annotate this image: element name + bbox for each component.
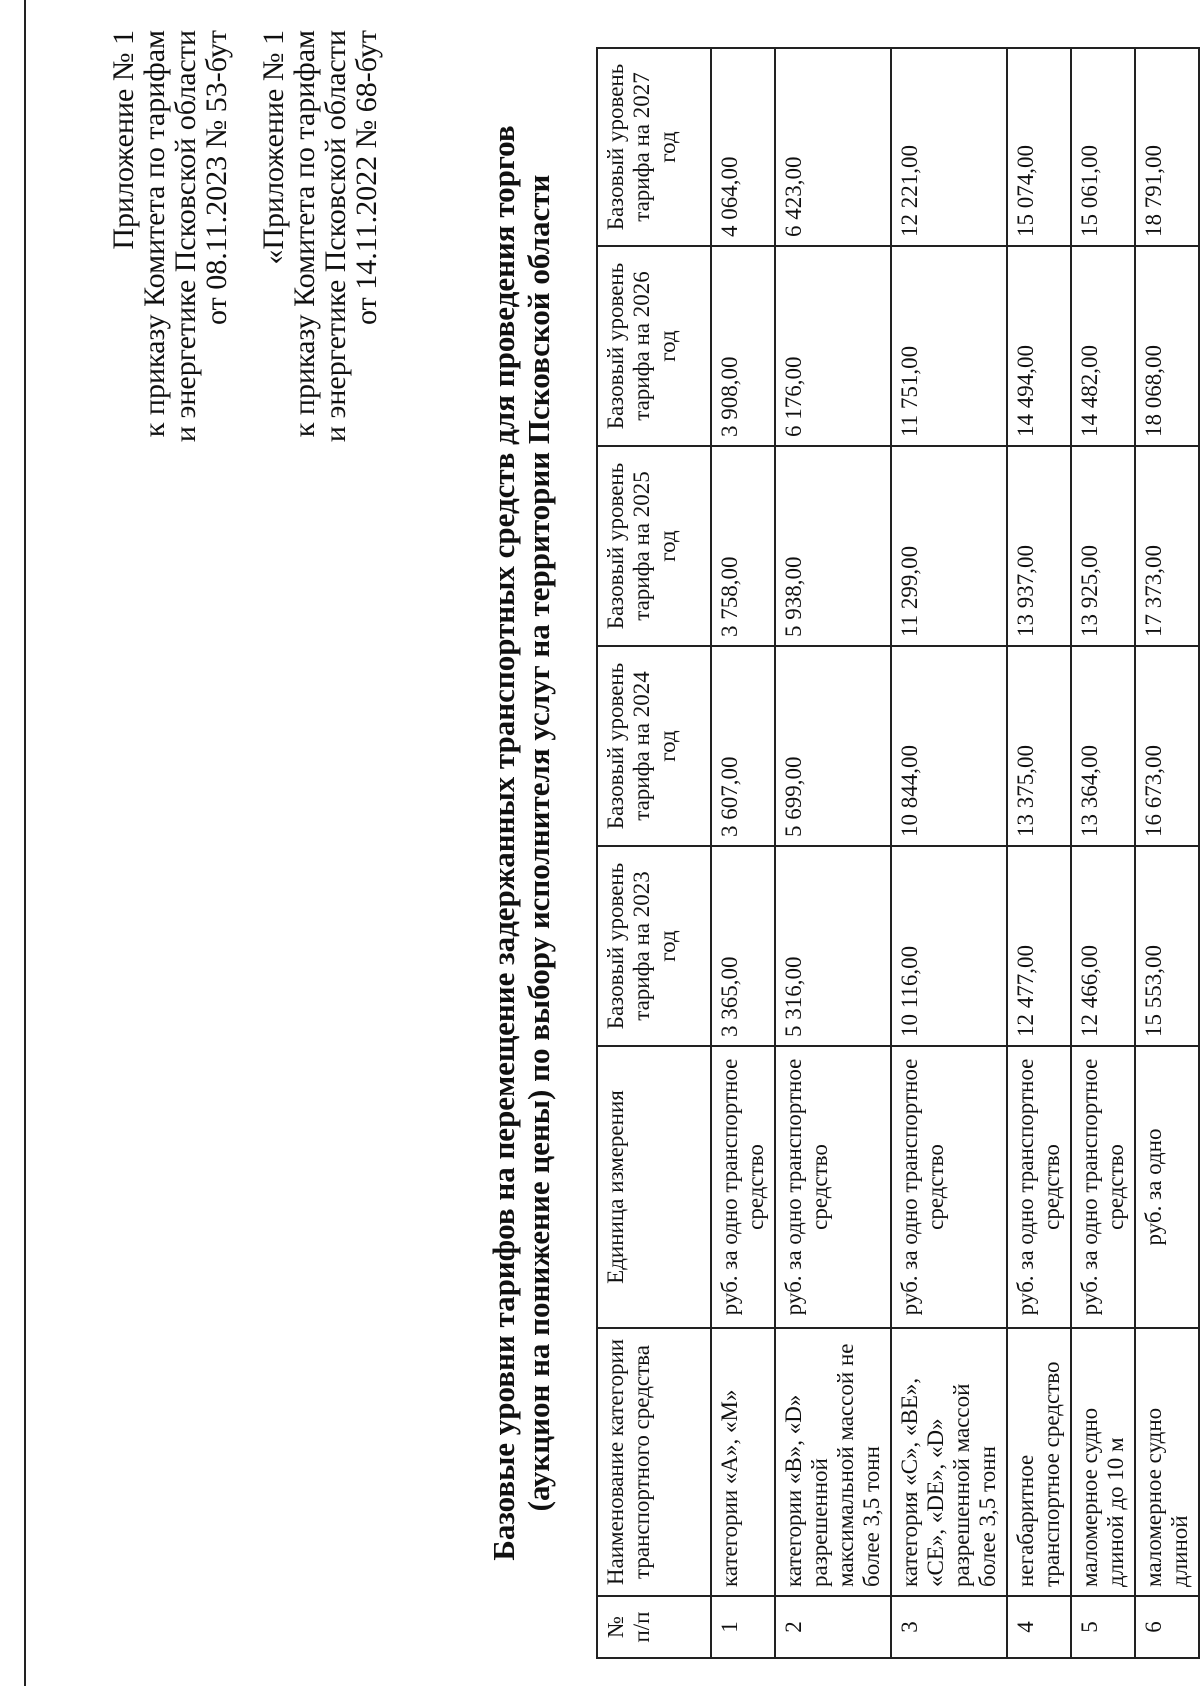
cell-tariff-2024: 13 364,00 [1071, 646, 1135, 846]
cell-tariff-2025: 13 937,00 [1007, 446, 1071, 646]
cell-unit: руб. за одно [1135, 1046, 1199, 1328]
appendix-order-date: от 14.11.2022 № 68-бут [350, 30, 383, 325]
cell-category: категории «А», «М» [711, 1328, 775, 1596]
cell-tariff-2026: 14 482,00 [1071, 246, 1135, 446]
cell-category: категория «С», «ВЕ», «СЕ», «DE», «D» разрешенной массой более 3,5 тонн [891, 1328, 1007, 1596]
cell-tariff-2027: 18 791,00 [1135, 48, 1199, 246]
document-title [486, 0, 556, 1686]
cell-tariff-2023: 12 477,00 [1007, 846, 1071, 1046]
cell-number: 3 [891, 1596, 1007, 1658]
appendix-authority: и энергетике Псковской области [319, 30, 352, 443]
header-number: № п/п [597, 1596, 711, 1658]
appendix-header-previous [258, 30, 382, 590]
table-row [1135, 48, 1199, 1658]
cell-tariff-2025: 3 758,00 [711, 446, 775, 646]
cell-number: 4 [1007, 1596, 1071, 1658]
cell-tariff-2027: 15 074,00 [1007, 48, 1071, 246]
cell-tariff-2026: 3 908,00 [711, 246, 775, 446]
cell-tariff-2023: 3 365,00 [711, 846, 775, 1046]
cell-tariff-2025: 11 299,00 [891, 446, 1007, 646]
cell-unit: руб. за одно транспортное средство [891, 1046, 1007, 1328]
header-tariff-2027: Базовый уровень тарифа на 2027 год [597, 48, 711, 246]
cell-number: 6 [1135, 1596, 1199, 1658]
cell-category: категории «B», «D» разрешенной максимальной массой не более 3,5 тонн [775, 1328, 891, 1596]
cell-tariff-2027: 12 221,00 [891, 48, 1007, 246]
document-title-line-2: (аукцион на понижение цены) по выбору исполнителя услуг на территории Псковской области [521, 174, 556, 1512]
cell-number: 1 [711, 1596, 775, 1658]
appendix-title: «Приложение № 1 [257, 30, 290, 265]
cell-tariff-2025: 13 925,00 [1071, 446, 1135, 646]
header-tariff-2025: Базовый уровень тарифа на 2025 год [597, 446, 711, 646]
table-row [775, 48, 891, 1658]
cell-tariff-2023: 5 316,00 [775, 846, 891, 1046]
cell-tariff-2027: 6 423,00 [775, 48, 891, 246]
cell-tariff-2024: 5 699,00 [775, 646, 891, 846]
cell-tariff-2026: 18 068,00 [1135, 246, 1199, 446]
table-header-row [597, 48, 711, 1658]
cell-tariff-2023: 15 553,00 [1135, 846, 1199, 1046]
appendix-header-current [108, 30, 232, 590]
cell-unit: руб. за одно транспортное средство [775, 1046, 891, 1328]
document-title-line-1: Базовые уровни тарифов на перемещение задержанных транспортных средств для проведения торгов [486, 125, 521, 1561]
cell-unit: руб. за одно транспортное средство [711, 1046, 775, 1328]
cell-number: 2 [775, 1596, 891, 1658]
cell-number: 5 [1071, 1596, 1135, 1658]
appendix-authority: и энергетике Псковской области [169, 30, 202, 443]
cell-unit: руб. за одно транспортное средство [1007, 1046, 1071, 1328]
cell-tariff-2027: 15 061,00 [1071, 48, 1135, 246]
header-tariff-2023: Базовый уровень тарифа на 2023 год [597, 846, 711, 1046]
appendix-order-ref: к приказу Комитета по тарифам [138, 30, 171, 438]
cell-tariff-2023: 12 466,00 [1071, 846, 1135, 1046]
table-row [1071, 48, 1135, 1658]
table-row [891, 48, 1007, 1658]
cell-tariff-2024: 10 844,00 [891, 646, 1007, 846]
cell-category: негабаритное транспортное средство [1007, 1328, 1071, 1596]
appendix-order-date: от 08.11.2023 № 53-бут [200, 30, 233, 325]
cell-tariff-2025: 5 938,00 [775, 446, 891, 646]
cell-tariff-2023: 10 116,00 [891, 846, 1007, 1046]
header-category: Наименование категории транспортного средства [597, 1328, 711, 1596]
cell-tariff-2026: 14 494,00 [1007, 246, 1071, 446]
cell-tariff-2027: 4 064,00 [711, 48, 775, 246]
cell-tariff-2026: 6 176,00 [775, 246, 891, 446]
cell-tariff-2024: 16 673,00 [1135, 646, 1199, 846]
cell-tariff-2025: 17 373,00 [1135, 446, 1199, 646]
cell-category: маломерное судно длиной до 10 м [1071, 1328, 1135, 1596]
cell-tariff-2024: 3 607,00 [711, 646, 775, 846]
header-tariff-2024: Базовый уровень тарифа на 2024 год [597, 646, 711, 846]
table-row [711, 48, 775, 1658]
cell-tariff-2026: 11 751,00 [891, 246, 1007, 446]
header-unit: Единица измерения [597, 1046, 711, 1328]
appendix-order-ref: к приказу Комитета по тарифам [288, 30, 321, 438]
table-row [1007, 48, 1071, 1658]
cell-category: маломерное судно длиной [1135, 1328, 1199, 1596]
cell-unit: руб. за одно транспортное средство [1071, 1046, 1135, 1328]
cell-tariff-2024: 13 375,00 [1007, 646, 1071, 846]
appendix-title: Приложение № 1 [107, 30, 140, 250]
tariff-table [596, 47, 1200, 1659]
header-tariff-2026: Базовый уровень тарифа на 2026 год [597, 246, 711, 446]
